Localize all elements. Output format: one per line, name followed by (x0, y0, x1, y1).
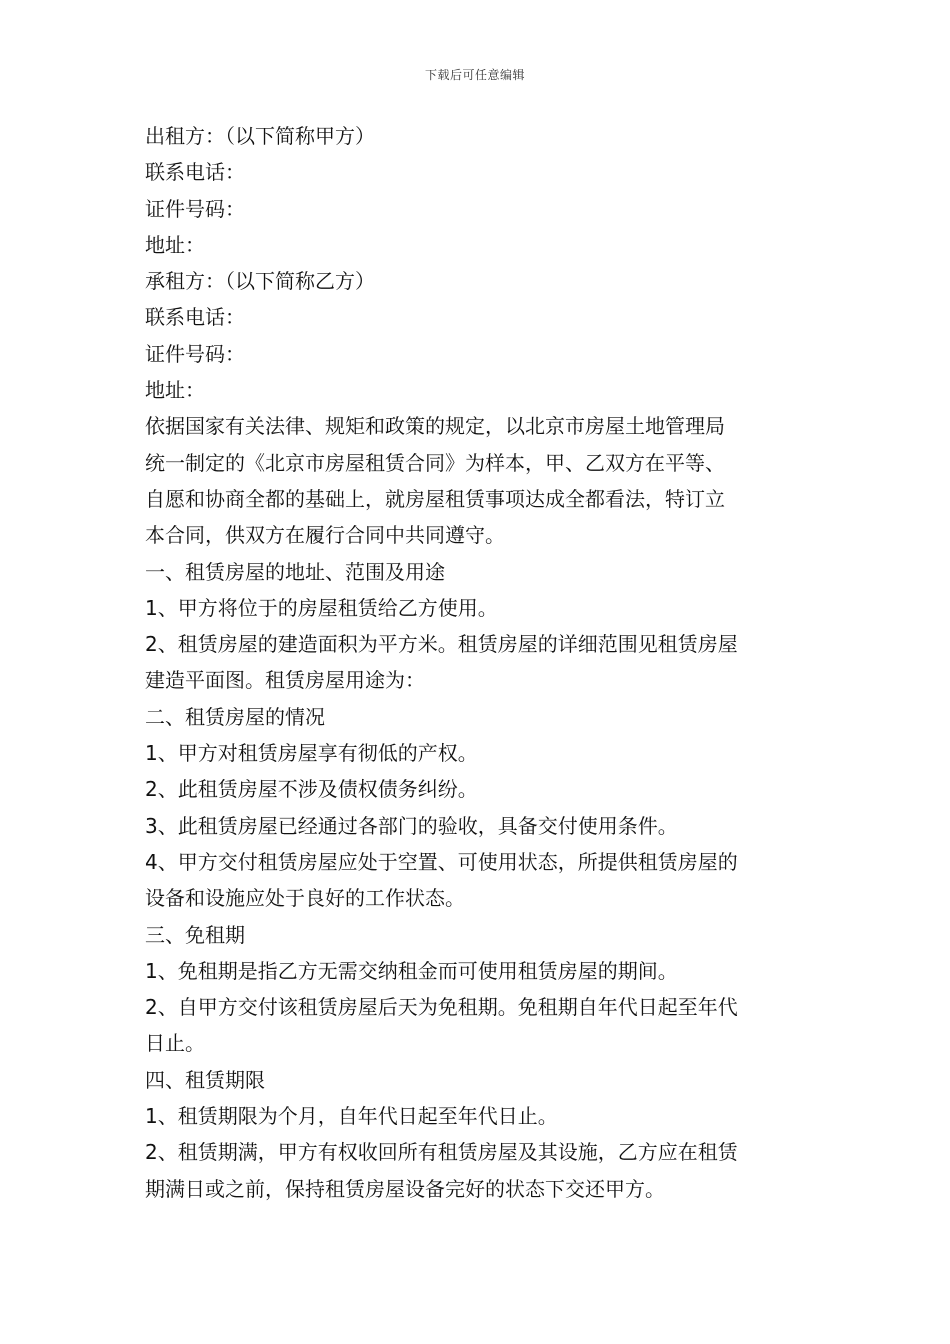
section-heading: 二、租赁房屋的情况 (145, 704, 325, 729)
section-heading: 四、租赁期限 (145, 1067, 265, 1092)
text-line: 4、甲方交付租赁房屋应处于空置、可使用状态，所提供租赁房屋的 (145, 849, 738, 874)
text-line: 自愿和协商全都的基础上，就房屋租赁事项达成全都看法，特订立 (145, 486, 725, 511)
text-line: 地址： (145, 378, 205, 403)
text-line: 出租方：（以下简称甲方） (145, 124, 375, 148)
text-line: 联系电话： (145, 160, 245, 185)
text-line: 证件号码： (145, 196, 245, 221)
text-line: 1、甲方对租赁房屋享有彻低的产权。 (145, 741, 478, 766)
text-line: 1、免租期是指乙方无需交纳租金而可使用租赁房屋的期间。 (145, 958, 678, 983)
text-line: 1、租赁期限为个月，自年代日起至年代日止。 (145, 1104, 558, 1129)
text-line: 本合同，供双方在履行合同中共同遵守。 (145, 523, 505, 548)
text-line: 依据国家有关法律、规矩和政策的规定，以北京市房屋土地管理局 (145, 414, 725, 439)
text-line: 统一制定的《北京市房屋租赁合同》为样本，甲、乙双方在平等、 (145, 450, 725, 475)
text-line: 2、租赁房屋的建造面积为平方米。租赁房屋的详细范围见租赁房屋 (145, 632, 738, 657)
section-heading: 一、租赁房屋的地址、范围及用途 (145, 559, 445, 584)
text-line: 2、租赁期满，甲方有权收回所有租赁房屋及其设施，乙方应在租赁 (145, 1140, 738, 1165)
text-line: 建造平面图。租赁房屋用途为： (145, 668, 425, 693)
text-line: 3、此租赁房屋已经通过各部门的验收，具备交付使用条件。 (145, 813, 678, 838)
text-line: 承租方：（以下简称乙方） (145, 269, 375, 294)
text-line: 2、此租赁房屋不涉及债权债务纠纷。 (145, 777, 478, 802)
text-line: 2、自甲方交付该租赁房屋后天为免租期。免租期自年代日起至年代 (145, 995, 738, 1020)
document-body (145, 118, 810, 1207)
page-header: 下载后可任意编辑 (424, 68, 525, 82)
text-line: 日止。 (145, 1031, 205, 1056)
text-line: 设备和设施应处于良好的工作状态。 (145, 886, 465, 911)
text-line: 期满日或之前，保持租赁房屋设备完好的状态下交还甲方。 (145, 1176, 665, 1201)
text-line: 联系电话： (145, 305, 245, 330)
text-line: 地址： (145, 232, 205, 257)
section-heading: 三、免租期 (145, 922, 245, 947)
text-line: 证件号码： (145, 341, 245, 366)
text-line: 1、甲方将位于的房屋租赁给乙方使用。 (145, 595, 498, 620)
